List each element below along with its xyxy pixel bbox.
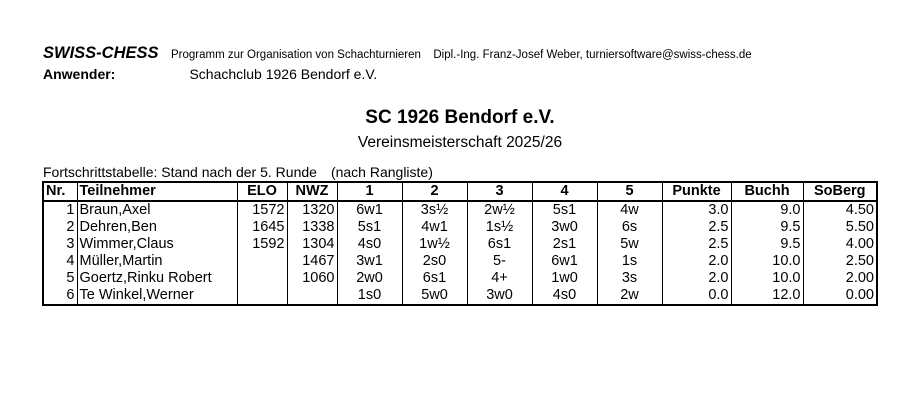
- table-cell: 2.50: [803, 253, 877, 270]
- column-header: NWZ: [287, 182, 337, 201]
- table-row: [43, 287, 877, 305]
- table-cell: 5w0: [402, 287, 467, 305]
- table-cell: 2s1: [532, 236, 597, 253]
- table-cell: 5: [43, 270, 77, 287]
- table-row: [43, 270, 877, 287]
- table-cell: 6: [43, 287, 77, 305]
- table-cell: 1304: [287, 236, 337, 253]
- table-cell: 9.5: [731, 236, 803, 253]
- table-cell: 1645: [237, 219, 287, 236]
- table-cell: 2.5: [662, 219, 731, 236]
- table-cell: Te Winkel,Werner: [77, 287, 237, 305]
- table-cell: 3w0: [467, 287, 532, 305]
- table-cell: 4s0: [532, 287, 597, 305]
- program-description: Programm zur Organisation von Schachturnieren: [170, 49, 421, 61]
- column-header: 5: [597, 182, 662, 201]
- table-cell: Goertz,Rinku Robert: [77, 270, 237, 287]
- table-cell: 1572: [237, 201, 287, 219]
- table-cell: 1w0: [532, 270, 597, 287]
- table-cell: 2w: [597, 287, 662, 305]
- table-cell: 6s: [597, 219, 662, 236]
- table-cell: 9.5: [731, 219, 803, 236]
- table-cell: Braun,Axel: [77, 201, 237, 219]
- column-header: Buchh: [731, 182, 803, 201]
- table-cell: 4w1: [402, 219, 467, 236]
- table-cell: 1s: [597, 253, 662, 270]
- table-cell: 6s1: [402, 270, 467, 287]
- table-cell: 6w1: [337, 201, 402, 219]
- table-body: [43, 201, 877, 305]
- table-cell: 1338: [287, 219, 337, 236]
- user-line: [43, 66, 377, 84]
- table-cell: 2w0: [337, 270, 402, 287]
- table-cell: 3w0: [532, 219, 597, 236]
- table-row: [43, 219, 877, 236]
- table-cell: 5s1: [337, 219, 402, 236]
- table-cell: [237, 253, 287, 270]
- table-cell: 1s½: [467, 219, 532, 236]
- column-header: 2: [402, 182, 467, 201]
- table-cell: 3s: [597, 270, 662, 287]
- table-cell: 4.50: [803, 201, 877, 219]
- table-cell: 1467: [287, 253, 337, 270]
- user-label: Anwender:: [43, 66, 116, 82]
- table-cell: 1w½: [402, 236, 467, 253]
- table-row: [43, 236, 877, 253]
- table-header-row: [43, 182, 877, 201]
- table-cell: 2: [43, 219, 77, 236]
- brand-name: SWISS-CHESS: [43, 44, 159, 62]
- progress-table: [42, 181, 878, 306]
- table-row: [43, 201, 877, 219]
- table-cell: 1: [43, 201, 77, 219]
- table-cell: 4: [43, 253, 77, 270]
- column-header: 3: [467, 182, 532, 201]
- table-cell: 10.0: [731, 253, 803, 270]
- table-cell: 3: [43, 236, 77, 253]
- table-cell: 2.0: [662, 270, 731, 287]
- table-row: [43, 253, 877, 270]
- user-value: Schachclub 1926 Bendorf e.V.: [189, 66, 378, 82]
- table-cell: 5.50: [803, 219, 877, 236]
- table-cell: 5s1: [532, 201, 597, 219]
- column-header: ELO: [237, 182, 287, 201]
- table-cell: 6w1: [532, 253, 597, 270]
- column-header: Punkte: [662, 182, 731, 201]
- table-caption: [43, 164, 433, 180]
- table-cell: 1s0: [337, 287, 402, 305]
- table-cell: 4+: [467, 270, 532, 287]
- table-cell: [237, 270, 287, 287]
- table-cell: 4w: [597, 201, 662, 219]
- table-cell: 12.0: [731, 287, 803, 305]
- caption-status: Fortschrittstabelle: Stand nach der 5. Runde: [43, 164, 317, 180]
- table-cell: 0.00: [803, 287, 877, 305]
- author-info: Dipl.-Ing. Franz-Josef Weber, turniersoftware@swiss-chess.de: [433, 49, 752, 61]
- table-cell: 5w: [597, 236, 662, 253]
- table-cell: 4.00: [803, 236, 877, 253]
- caption-order: (nach Rangliste): [330, 164, 433, 180]
- page-subtitle: Vereinsmeisterschaft 2025/26: [357, 134, 563, 151]
- table-cell: [237, 287, 287, 305]
- table-cell: 0.0: [662, 287, 731, 305]
- column-header: 4: [532, 182, 597, 201]
- column-header: 1: [337, 182, 402, 201]
- column-header: Teilnehmer: [77, 182, 237, 201]
- table-cell: 2w½: [467, 201, 532, 219]
- table-cell: 3w1: [337, 253, 402, 270]
- table-cell: 10.0: [731, 270, 803, 287]
- table-cell: 1320: [287, 201, 337, 219]
- table-cell: 2.0: [662, 253, 731, 270]
- column-header: Nr.: [43, 182, 77, 201]
- table-cell: 3s½: [402, 201, 467, 219]
- table-cell: Wimmer,Claus: [77, 236, 237, 253]
- table-cell: Müller,Martin: [77, 253, 237, 270]
- table-cell: 2s0: [402, 253, 467, 270]
- column-header: SoBerg: [803, 182, 877, 201]
- table-cell: 9.0: [731, 201, 803, 219]
- header-line: [43, 44, 752, 63]
- table-cell: 5-: [467, 253, 532, 270]
- table-cell: 6s1: [467, 236, 532, 253]
- table-cell: 1060: [287, 270, 337, 287]
- table-cell: Dehren,Ben: [77, 219, 237, 236]
- table-cell: 3.0: [662, 201, 731, 219]
- table-cell: 2.5: [662, 236, 731, 253]
- table-cell: 2.00: [803, 270, 877, 287]
- table-cell: 4s0: [337, 236, 402, 253]
- table-cell: [287, 287, 337, 305]
- page-title: SC 1926 Bendorf e.V.: [365, 107, 555, 128]
- table-cell: 1592: [237, 236, 287, 253]
